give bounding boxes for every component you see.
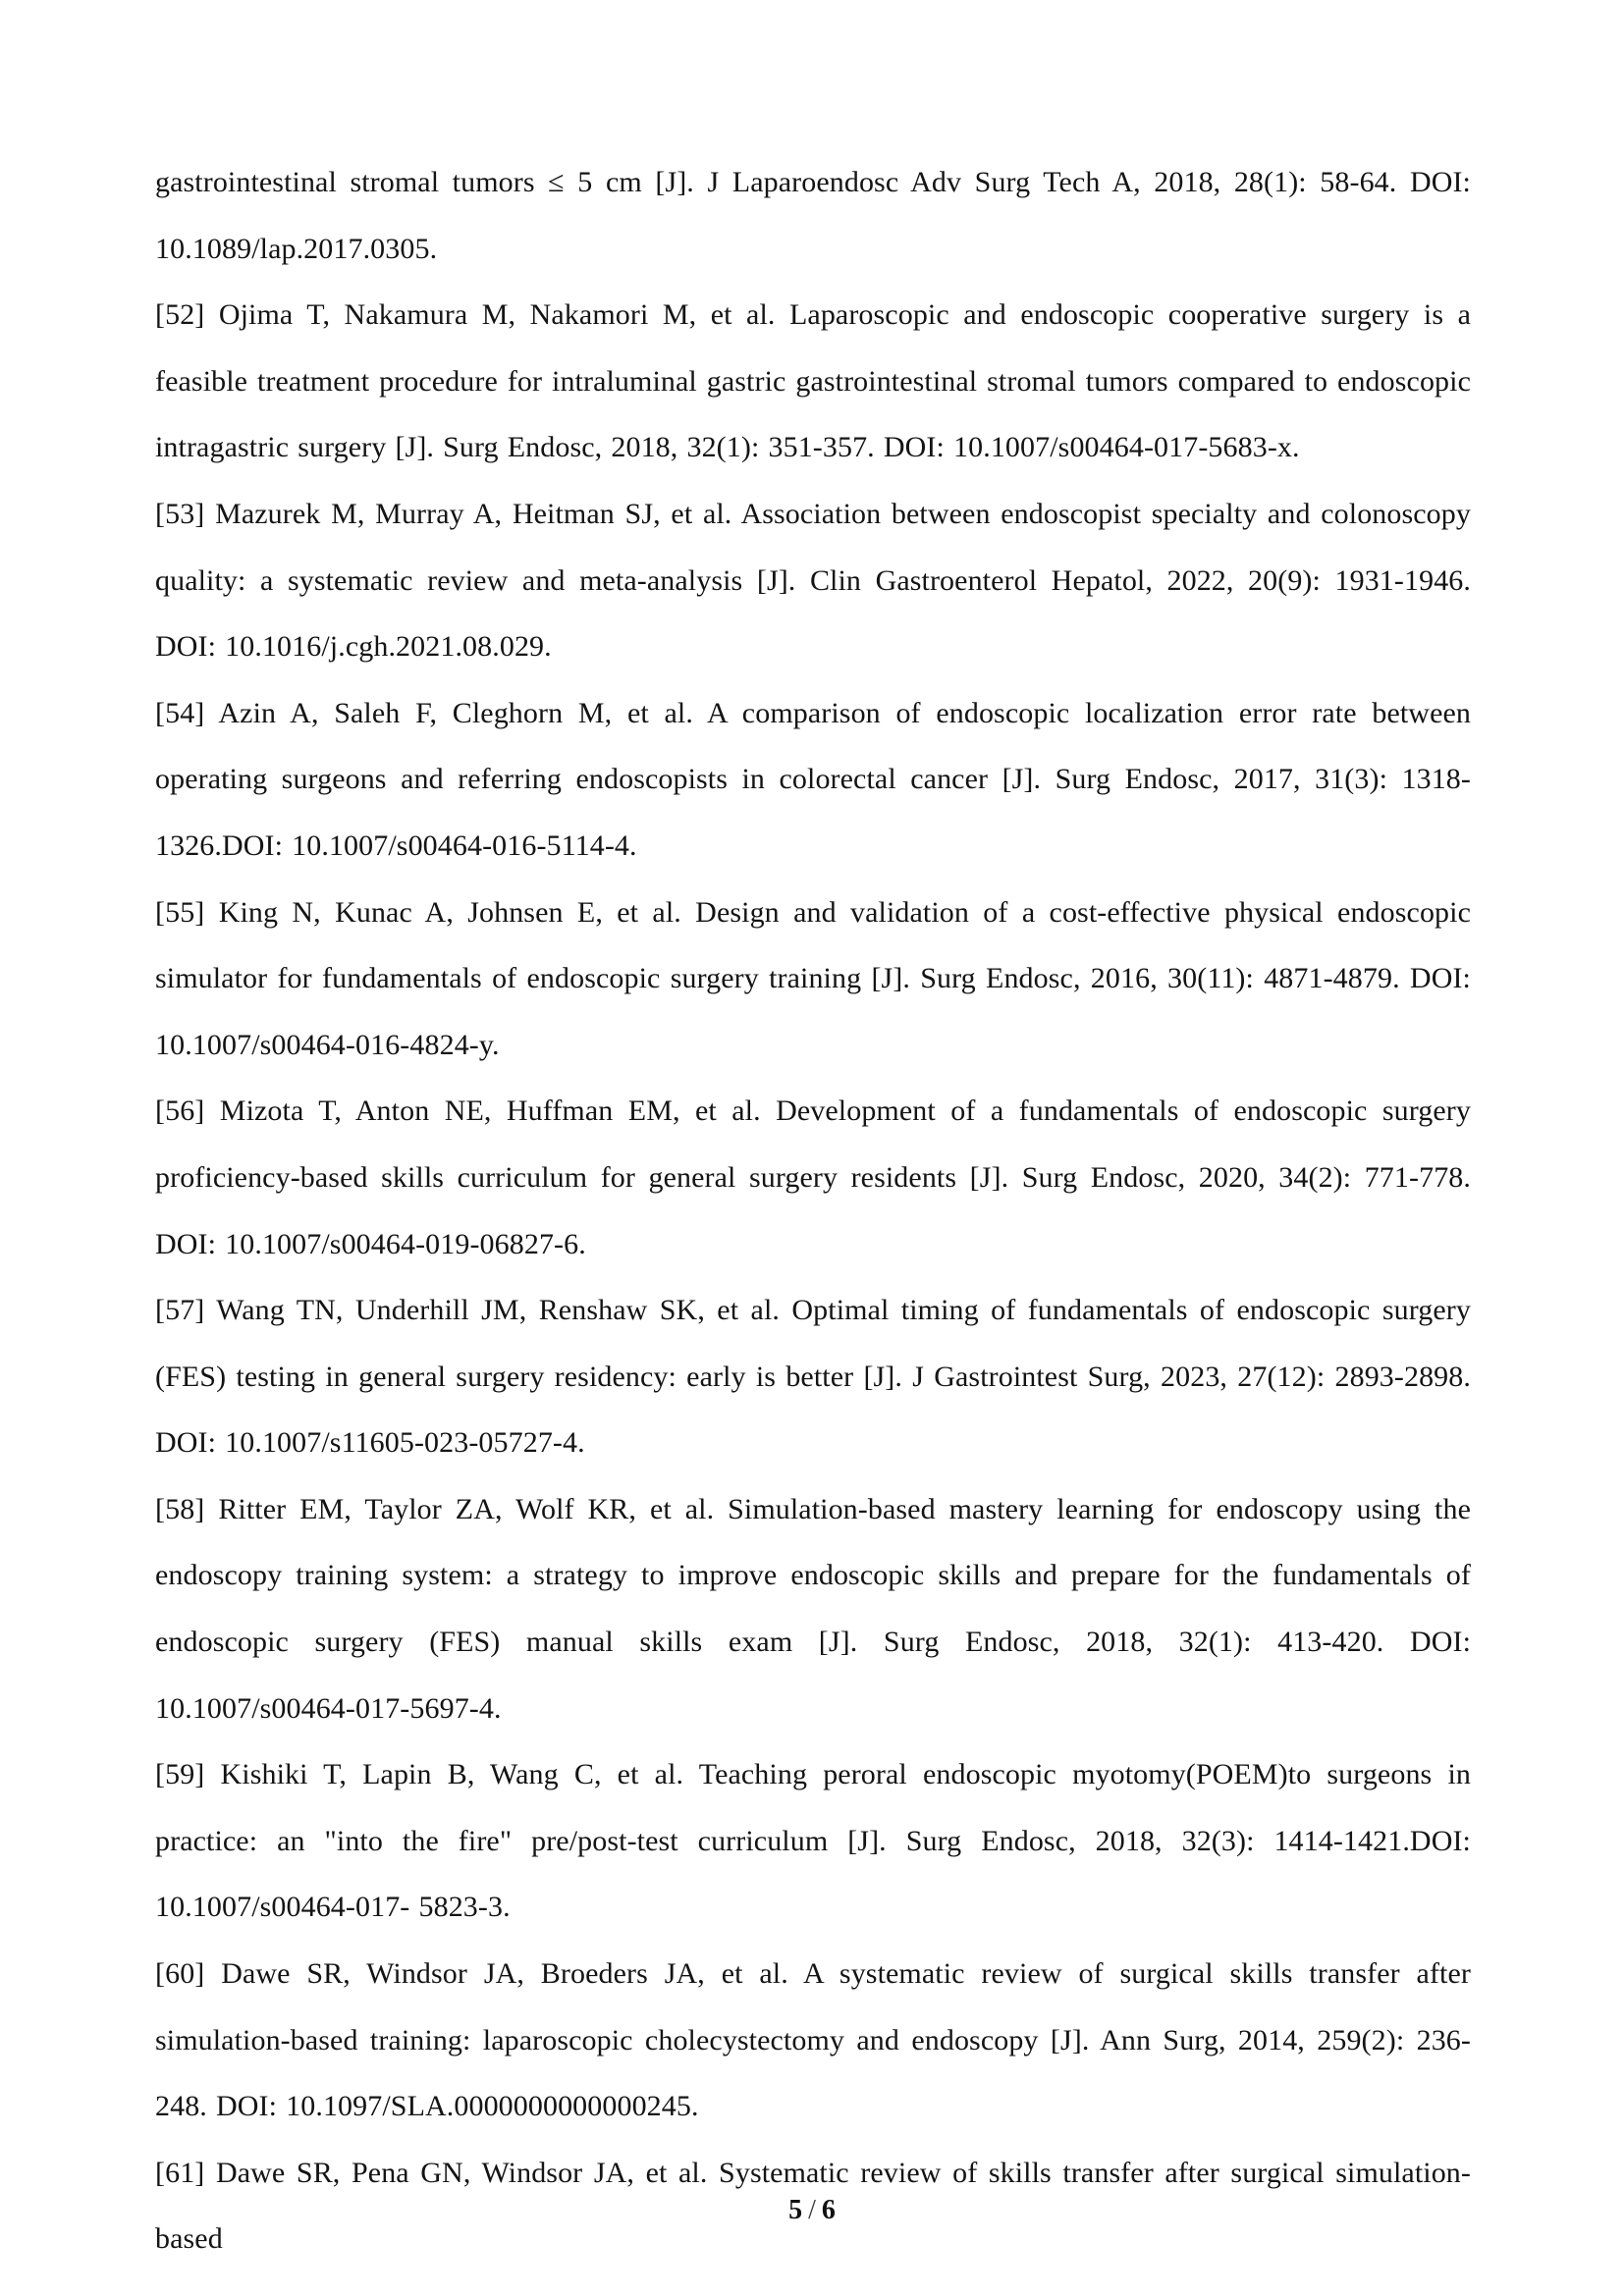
reference-entry-56: [56] Mizota T, Anton NE, Huffman EM, et al. Development of a fundamentals of endoscopic surgery proficiency-based skills curriculum for general surgery residents [J]. Surg Endosc, 2020, 34(2): 771-778. DOI: 10.1007/s00464-019-06827-6. — [155, 1095, 1471, 1260]
reference-entry-61: [61] Dawe SR, Pena GN, Windsor JA, et al. Systematic review of skills transfer after surgical simulation-based — [155, 2156, 1471, 2256]
reference-entry-52: [52] Ojima T, Nakamura M, Nakamori M, et al. Laparoscopic and endoscopic cooperative surgery is a feasible treatment procedure for intraluminal gastric gastrointestinal stromal tumors compared to endoscopic intragastric surgery [J]. Surg Endosc, 2018, 32(1): 351-357. DOI: 10.1007/s00464-017-5683-x. — [155, 298, 1471, 464]
current-page-number: 5 — [788, 2195, 803, 2225]
reference-entry-53: [53] Mazurek M, Murray A, Heitman SJ, et al. Association between endoscopist specialty and colonoscopy quality: a systematic review and meta-analysis [J]. Clin Gastroenterol Hepatol, 2022, 20(9): 1931-1946. DOI: 10.1016/j.cgh.2021.08.029. — [155, 497, 1471, 664]
reference-entry-55: [55] King N, Kunac A, Johnsen E, et al. Design and validation of a cost-effective physical endoscopic simulator for fundamentals of endoscopic surgery training [J]. Surg Endosc, 2016, 30(11): 4871-4879. DOI: 10.1007/s00464-016-4824-y. — [155, 895, 1471, 1061]
total-page-number: 6 — [821, 2195, 836, 2225]
reference-entry-54: [54] Azin A, Saleh F, Cleghorn M, et al. A comparison of endoscopic localization error rate between operating surgeons and referring endoscopists in colorectal cancer [J]. Surg Endosc, 2017, 31(3): 1318-1326.DOI: 10.1007/s00464-016-5114-4. — [155, 696, 1471, 862]
reference-continuation: gastrointestinal stromal tumors ≤ 5 cm [J]. J Laparoendosc Adv Surg Tech A, 2018, 28(1): 58-64. DOI: 10.1089/lap.2017.0305. — [155, 166, 1471, 265]
page-footer — [0, 2195, 1624, 2226]
references-list — [155, 149, 1471, 2272]
reference-entry-60: [60] Dawe SR, Windsor JA, Broeders JA, et al. A systematic review of surgical skills transfer after simulation-based training: laparoscopic cholecystectomy and endoscopy [J]. Ann Surg, 2014, 259(2): 236-248. DOI: 10.1097/SLA.0000000000000245. — [155, 1957, 1471, 2123]
page-number-separator: / — [808, 2195, 816, 2225]
reference-entry-57: [57] Wang TN, Underhill JM, Renshaw SK, et al. Optimal timing of fundamentals of endoscopic surgery (FES) testing in general surgery residency: early is better [J]. J Gastrointest Surg, 2023, 27(12): 2893-2898. DOI: 10.1007/s11605-023-05727-4. — [155, 1294, 1471, 1460]
reference-entry-59: [59] Kishiki T, Lapin B, Wang C, et al. Teaching peroral endoscopic myotomy(POEM)to surgeons in practice: an "into the fire" pre/post-test curriculum [J]. Surg Endosc, 2018, 32(3): 1414-1421.DOI: 10.1007/s00464-017- 5823-3. — [155, 1758, 1471, 1924]
reference-entry-58: [58] Ritter EM, Taylor ZA, Wolf KR, et al. Simulation-based mastery learning for endoscopy using the endoscopy training system: a strategy to improve endoscopic skills and prepare for the fundamentals of endoscopic surgery (FES) manual skills exam [J]. Surg Endosc, 2018, 32(1): 413-420. DOI: 10.1007/s00464-017-5697-4. — [155, 1492, 1471, 1725]
